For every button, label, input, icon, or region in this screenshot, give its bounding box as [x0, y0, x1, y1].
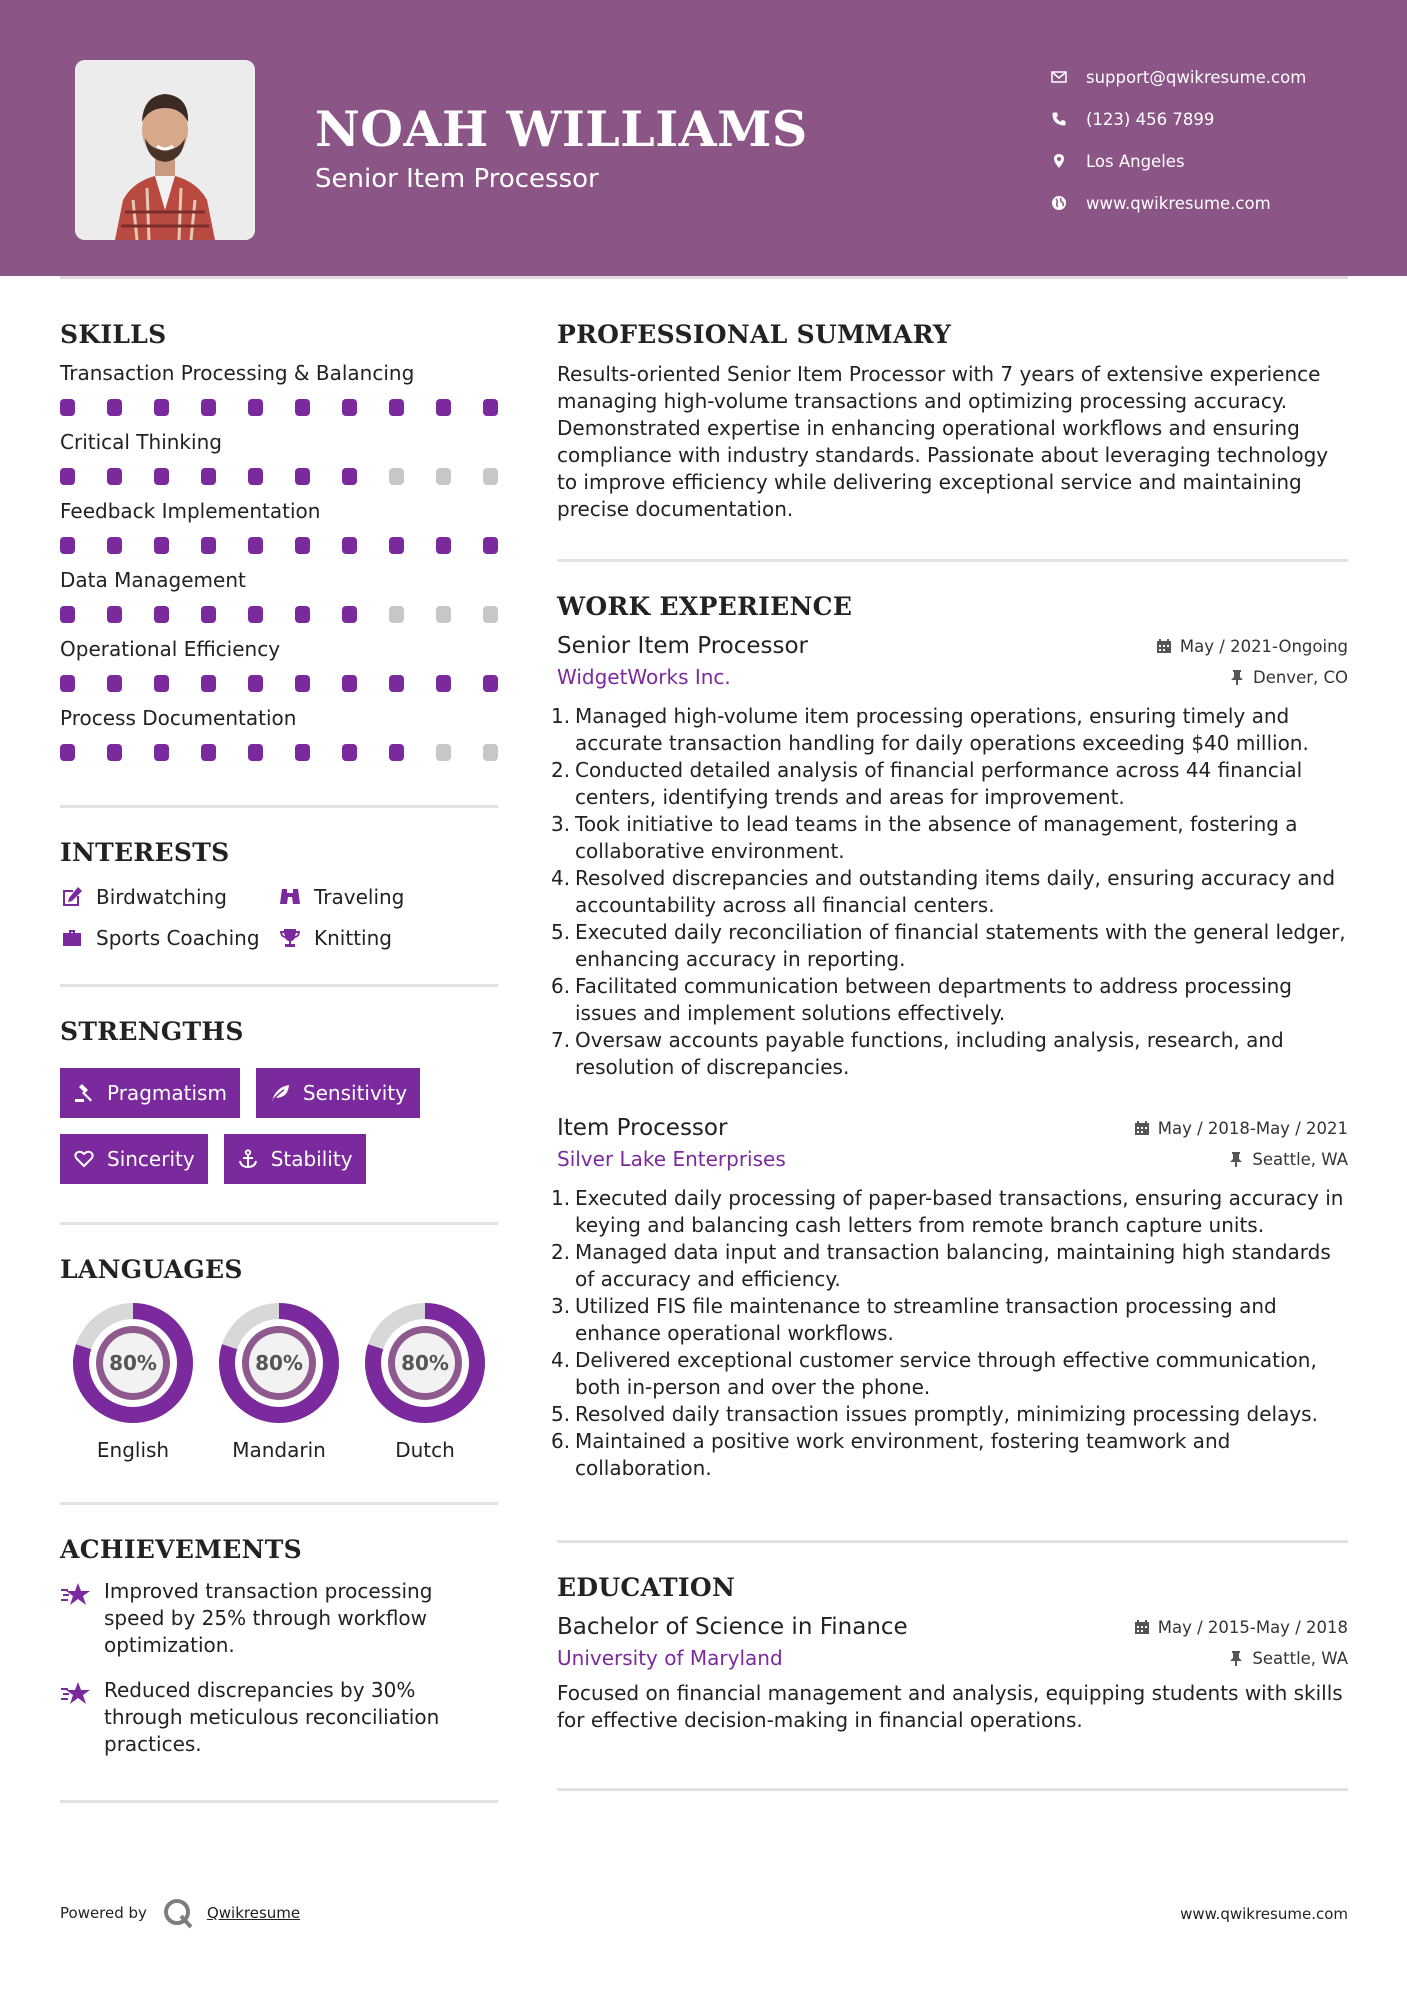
- skill-rating: [60, 399, 498, 416]
- job-dates-text: May / 2018-May / 2021: [1157, 1118, 1348, 1138]
- divider: [557, 1788, 1348, 1791]
- contact-location: [1050, 140, 1306, 182]
- job-bullet: 4. Delivered exceptional customer service through effective communication, both in-person and over the phone.: [551, 1348, 1317, 1399]
- pushpin-icon: [1228, 1650, 1244, 1666]
- footer-powered-by: [60, 1896, 300, 1930]
- skill-dot-filled: [107, 744, 122, 761]
- job-dates-text: May / 2021-Ongoing: [1179, 636, 1348, 656]
- skill-dot-filled: [201, 399, 216, 416]
- skill-dot-filled: [295, 537, 310, 554]
- contact-phone[interactable]: [1050, 98, 1306, 140]
- divider: [557, 1540, 1348, 1543]
- strength-chip: [224, 1134, 366, 1184]
- language-name: Mandarin: [232, 1438, 326, 1462]
- skill-dot-empty: [389, 468, 404, 485]
- interest-label: Birdwatching: [96, 885, 227, 909]
- interest-item: [60, 885, 278, 909]
- interest-label: Traveling: [314, 885, 405, 909]
- language-percent: 80%: [109, 1351, 157, 1375]
- anchor-icon: [237, 1148, 259, 1170]
- skill-dot-filled: [248, 399, 263, 416]
- skill-dot-filled: [248, 537, 263, 554]
- job-title: Senior Item Processor: [557, 633, 809, 659]
- language-percent: 80%: [255, 1351, 303, 1375]
- skill-rating: [60, 675, 498, 692]
- interest-label: Knitting: [314, 926, 392, 950]
- skill-dot-filled: [201, 537, 216, 554]
- job-location-text: Denver, CO: [1252, 667, 1348, 687]
- achievement-text: Improved transaction processing speed by 25% through workflow optimization.: [104, 1579, 433, 1657]
- skill-dot-filled: [295, 399, 310, 416]
- divider: [60, 1222, 498, 1225]
- skill-dot-filled: [107, 675, 122, 692]
- skill-dot-filled: [107, 606, 122, 623]
- skill-dot-filled: [295, 606, 310, 623]
- school-name: University of Maryland: [557, 1646, 783, 1670]
- language-name: English: [96, 1438, 170, 1462]
- skill-dot-filled: [248, 468, 263, 485]
- job-bullet: 6. Maintained a positive work environment, fostering teamwork and collaboration.: [551, 1429, 1231, 1480]
- job-bullet: 7. Oversaw accounts payable functions, including analysis, research, and resolution of discrepancies.: [551, 1028, 1284, 1079]
- strength-label: Pragmatism: [107, 1081, 227, 1105]
- strength-label: Stability: [270, 1147, 353, 1171]
- pencil-icon: [60, 885, 84, 909]
- skill-dot-filled: [342, 744, 357, 761]
- job-bullet: 6. Facilitated communication between departments to address processing issues and implement solutions effectively.: [551, 974, 1293, 1025]
- skill-dot-filled: [154, 468, 169, 485]
- skill-dot-filled: [389, 675, 404, 692]
- skill-dot-filled: [154, 675, 169, 692]
- job-bullet: 3. Took initiative to lead teams in the absence of management, fostering a collaborative environment.: [551, 812, 1298, 863]
- star-icon: [60, 1582, 94, 1659]
- skill-name: Process Documentation: [60, 706, 297, 730]
- header-divider: [60, 276, 1348, 279]
- divider: [557, 559, 1348, 562]
- calendar-icon: [1134, 1120, 1150, 1136]
- skill-dot-filled: [436, 399, 451, 416]
- experience-heading: WORK EXPERIENCE: [557, 592, 853, 621]
- job-bullet: 2. Conducted detailed analysis of financial performance across 44 financial centers, identifying trends and areas for improvement.: [551, 758, 1303, 809]
- skill-dot-filled: [483, 675, 498, 692]
- language-percent: 80%: [401, 1351, 449, 1375]
- right-column: [551, 320, 1348, 1791]
- skill-rating: [60, 744, 498, 761]
- profile-photo: [75, 60, 255, 240]
- skill-dot-filled: [201, 468, 216, 485]
- profile-photo-image: [75, 60, 255, 240]
- skill-rating: [60, 468, 498, 485]
- job-bullet: 1. Managed high-volume item processing operations, ensuring timely and accurate transaction handling for daily operations exceeding $40 million.: [551, 704, 1309, 755]
- skill-dot-filled: [248, 744, 263, 761]
- gavel-icon: [73, 1082, 95, 1104]
- skill-dot-empty: [436, 744, 451, 761]
- skill-dot-empty: [436, 468, 451, 485]
- envelope-icon: [1050, 68, 1068, 86]
- brand-link[interactable]: Qwikresume: [206, 1904, 301, 1922]
- skill-dot-filled: [154, 606, 169, 623]
- job-entry: [551, 1115, 1348, 1482]
- job-bullet: 4. Resolved discrepancies and outstanding items daily, ensuring accuracy and accountability across all financial centers.: [551, 866, 1336, 917]
- skill-name: Transaction Processing & Balancing: [60, 361, 415, 385]
- skill-dot-filled: [436, 537, 451, 554]
- job-bullet: 5. Resolved daily transaction issues promptly, minimizing processing delays.: [551, 1402, 1318, 1426]
- skill-dot-filled: [60, 606, 75, 623]
- skill-dot-empty: [436, 606, 451, 623]
- skill-dot-filled: [295, 468, 310, 485]
- skill-dot-filled: [60, 744, 75, 761]
- summary-heading: PROFESSIONAL SUMMARY: [557, 320, 952, 349]
- skill-dot-filled: [154, 537, 169, 554]
- skill-dot-empty: [483, 744, 498, 761]
- language-name: Dutch: [395, 1438, 455, 1462]
- skill-rating: [60, 606, 498, 623]
- job-dates: [1156, 637, 1348, 656]
- skill-dot-filled: [342, 468, 357, 485]
- skill-dot-filled: [201, 675, 216, 692]
- globe-icon: [1050, 194, 1068, 212]
- powered-by-text: Powered by: [60, 1904, 147, 1922]
- skill-dot-filled: [389, 399, 404, 416]
- skill-dot-filled: [483, 399, 498, 416]
- achievement-text: Reduced discrepancies by 30% through meticulous reconciliation practices.: [104, 1678, 440, 1756]
- skill-dot-filled: [107, 399, 122, 416]
- job-title: Item Processor: [557, 1115, 728, 1141]
- skill-dot-filled: [342, 399, 357, 416]
- skill-name: Data Management: [60, 568, 246, 592]
- skills-list: [60, 361, 498, 761]
- education-heading: EDUCATION: [557, 1573, 736, 1602]
- job-bullets: [551, 1185, 1348, 1482]
- contact-email-text: support@qwikresume.com: [1086, 67, 1307, 87]
- skill-name: Feedback Implementation: [60, 499, 321, 523]
- interests-heading: INTERESTS: [60, 838, 230, 867]
- achievements-list: [60, 1578, 498, 1758]
- skill-dot-filled: [201, 744, 216, 761]
- skill-dot-filled: [342, 537, 357, 554]
- skill-dot-filled: [389, 744, 404, 761]
- skill-dot-filled: [60, 399, 75, 416]
- education-dates-text: May / 2015-May / 2018: [1157, 1617, 1348, 1637]
- strength-chip: [60, 1134, 208, 1184]
- skill-rating: [60, 537, 498, 554]
- contact-website[interactable]: [1050, 182, 1306, 224]
- skill-dot-filled: [60, 675, 75, 692]
- education-dates: [1134, 1618, 1348, 1637]
- job-dates: [1134, 1119, 1348, 1138]
- strengths-list: [60, 1068, 498, 1184]
- job-bullet: 3. Utilized FIS file maintenance to streamline transaction processing and enhance operational workflows.: [551, 1294, 1277, 1345]
- skill-dot-empty: [483, 606, 498, 623]
- skill-dot-filled: [107, 537, 122, 554]
- job-bullets: [551, 703, 1348, 1081]
- skill-dot-filled: [248, 606, 263, 623]
- interest-item: [60, 926, 278, 950]
- skill-name: Critical Thinking: [60, 430, 222, 454]
- language-progress-ring: [72, 1302, 194, 1424]
- pushpin-icon: [1228, 1151, 1244, 1167]
- degree-title: Bachelor of Science in Finance: [557, 1614, 908, 1640]
- skill-dot-filled: [60, 537, 75, 554]
- education-location-text: Seattle, WA: [1252, 1648, 1348, 1668]
- skill-dot-filled: [154, 744, 169, 761]
- education-location: [1228, 1649, 1348, 1668]
- job-entry: [551, 633, 1348, 1081]
- calendar-icon: [1134, 1619, 1150, 1635]
- interests-list: [60, 885, 498, 950]
- language-item: [352, 1302, 498, 1462]
- language-progress-ring: [218, 1302, 340, 1424]
- job-bullet: 1. Executed daily processing of paper-based transactions, ensuring accuracy in keying and balancing cash letters from remote branch capture units.: [551, 1186, 1344, 1237]
- candidate-title: Senior Item Processor: [315, 164, 599, 194]
- divider: [60, 1800, 498, 1803]
- languages-heading: LANGUAGES: [60, 1255, 243, 1284]
- summary-text: Results-oriented Senior Item Processor with 7 years of extensive experience managing high-volume transactions and optimizing processing accuracy. Demonstrated expertise in enhancing operational workflows and ensuring compliance with industry standards. Passionate about leveraging technology to improve efficiency while delivering exceptional service and maintaining precise documentation.: [557, 362, 1329, 521]
- strength-chip: [60, 1068, 240, 1118]
- skill-dot-filled: [60, 468, 75, 485]
- skill-dot-filled: [107, 468, 122, 485]
- strength-chip: [256, 1068, 420, 1118]
- heart-icon: [73, 1148, 95, 1170]
- skill-dot-filled: [201, 606, 216, 623]
- company-name: Silver Lake Enterprises: [557, 1147, 786, 1171]
- binoculars-icon: [278, 885, 302, 909]
- language-progress-ring: [364, 1302, 486, 1424]
- strength-label: Sensitivity: [302, 1081, 408, 1105]
- skill-dot-filled: [342, 606, 357, 623]
- skill-dot-filled: [295, 744, 310, 761]
- skill-dot-empty: [483, 468, 498, 485]
- achievement-item: [60, 1578, 498, 1659]
- skill-dot-filled: [436, 675, 451, 692]
- job-location: [1228, 1150, 1348, 1169]
- languages-list: [60, 1302, 498, 1462]
- job-bullet: 2. Managed data input and transaction balancing, maintaining high standards of accuracy and efficiency.: [551, 1240, 1331, 1291]
- skill-dot-filled: [154, 399, 169, 416]
- interest-label: Sports Coaching: [96, 926, 260, 950]
- job-bullet: 5. Executed daily reconciliation of financial statements with the general ledger, enhancing accuracy in reporting.: [551, 920, 1346, 971]
- divider: [60, 805, 498, 808]
- skill-dot-filled: [248, 675, 263, 692]
- footer-website[interactable]: www.qwikresume.com: [1180, 1905, 1348, 1923]
- skills-heading: SKILLS: [60, 320, 167, 349]
- job-location: [1229, 668, 1348, 687]
- trophy-icon: [278, 926, 302, 950]
- skill-dot-filled: [483, 537, 498, 554]
- job-location-text: Seattle, WA: [1252, 1149, 1348, 1169]
- strength-label: Sincerity: [107, 1147, 195, 1171]
- interest-item: [278, 885, 498, 909]
- calendar-icon: [1156, 638, 1172, 654]
- language-item: [60, 1302, 206, 1462]
- achievement-item: [60, 1677, 498, 1758]
- interest-item: [278, 926, 498, 950]
- contact-list: [1050, 56, 1306, 224]
- contact-location-text: Los Angeles: [1086, 151, 1185, 171]
- briefcase-icon: [60, 926, 84, 950]
- skill-name: Operational Efficiency: [60, 637, 281, 661]
- left-column: [60, 320, 498, 1803]
- skill-dot-filled: [295, 675, 310, 692]
- location-pin-icon: [1050, 152, 1068, 170]
- contact-email[interactable]: [1050, 56, 1306, 98]
- skill-dot-filled: [342, 675, 357, 692]
- skill-dot-empty: [389, 606, 404, 623]
- leaf-icon: [269, 1082, 291, 1104]
- divider: [60, 1502, 498, 1505]
- achievements-heading: ACHIEVEMENTS: [60, 1535, 302, 1564]
- company-name: WidgetWorks Inc.: [557, 665, 731, 689]
- skill-dot-filled: [389, 537, 404, 554]
- star-icon: [60, 1681, 94, 1758]
- qwikresume-logo-icon: [161, 1896, 195, 1930]
- education-description: Focused on financial management and analysis, equipping students with skills for effective decision-making in financial operations.: [557, 1681, 1343, 1732]
- resume-header: [0, 0, 1407, 276]
- contact-phone-text: (123) 456 7899: [1086, 109, 1215, 129]
- contact-website-text: www.qwikresume.com: [1086, 193, 1271, 213]
- language-item: [206, 1302, 352, 1462]
- phone-icon: [1050, 110, 1068, 128]
- pushpin-icon: [1229, 669, 1245, 685]
- candidate-name: NOAH WILLIAMS: [315, 100, 808, 158]
- divider: [60, 984, 498, 987]
- strengths-heading: STRENGTHS: [60, 1017, 244, 1046]
- education-entry: [557, 1614, 1348, 1734]
